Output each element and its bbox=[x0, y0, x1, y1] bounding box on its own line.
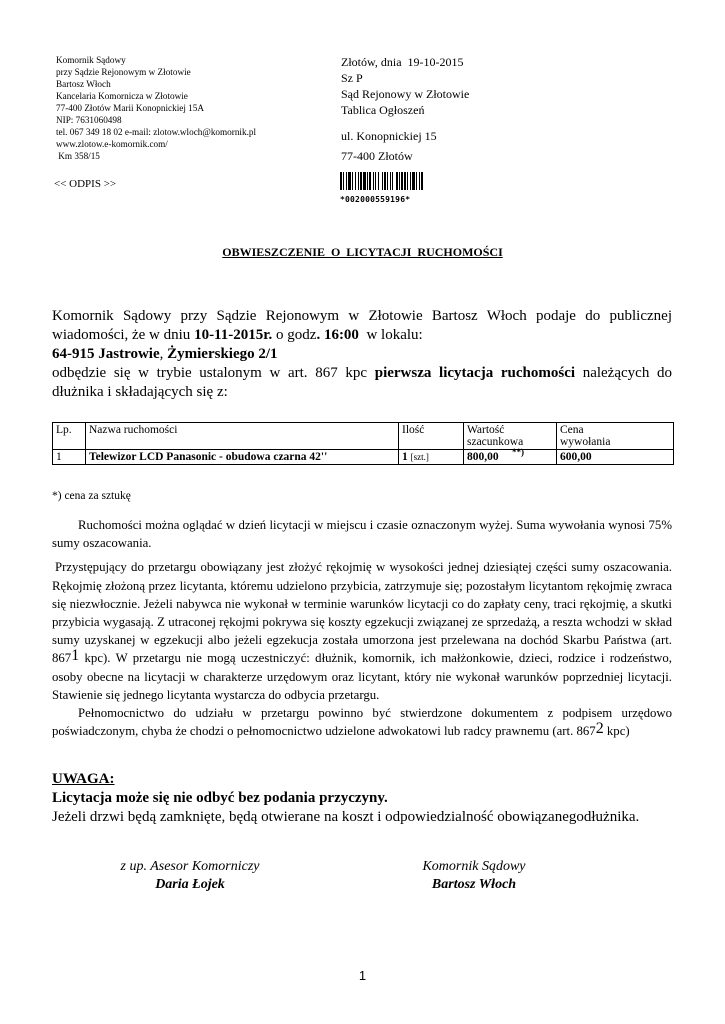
cell-price: 600,00 bbox=[557, 450, 674, 465]
barcode-bar bbox=[407, 172, 408, 190]
intro-text: Komornik Sądowy przy Sądzie Rejonowym w Złotowie Bartosz Włoch podaje do publicznej wiadomości, że w dniu bbox=[52, 308, 672, 343]
auction-city: 64-915 Jastrowie bbox=[52, 346, 160, 362]
cell-value: 800,00 **) bbox=[464, 450, 557, 465]
barcode-bar bbox=[375, 172, 376, 190]
recipient-block bbox=[341, 54, 469, 164]
barcode-bar bbox=[382, 172, 383, 190]
intro-text: , bbox=[159, 346, 168, 362]
barcode-bar bbox=[384, 172, 386, 190]
sender-line: przy Sądzie Rejonowym w Złotowie bbox=[56, 67, 191, 77]
intro-text: w lokalu: bbox=[358, 327, 423, 343]
signature-right-title: Komornik Sądowy bbox=[422, 859, 526, 874]
power-of-attorney-paragraph: Pełnomocnictwo do udziału w przetargu powinno być stwierdzone dokumentem z podpisem urzędowo poświadczonym, chyba że chodzi o pełnomocnictwo udzielone adwokatowi lub radcy prawnemu (art. $867^2$ kpc) bbox=[52, 706, 672, 739]
barcode-bar bbox=[373, 172, 374, 190]
cell-lp: 1 bbox=[53, 450, 86, 465]
body-text bbox=[52, 516, 672, 746]
notice-heading: UWAGA: bbox=[52, 771, 115, 787]
barcode-bar bbox=[360, 172, 362, 190]
sender-line: tel. 067 349 18 02 e-mail: zlotow.wloch@komornik.pl bbox=[56, 127, 257, 137]
recipient-street: ul. Konopnickiej 15 bbox=[341, 129, 437, 143]
sender-line: Komornik Sądowy bbox=[56, 55, 126, 65]
barcode-bar bbox=[378, 172, 379, 190]
barcode-bar bbox=[416, 172, 417, 190]
auction-date: 10-11-2015r. bbox=[194, 327, 273, 343]
intro-text: odbędzie się w trybie ustalonym w art. 867 kpc bbox=[52, 365, 375, 381]
footnote: *) cena za sztukę bbox=[52, 490, 131, 502]
header-name: Nazwa ruchomości bbox=[86, 423, 399, 450]
table-row bbox=[53, 450, 674, 465]
sender-line: 77-400 Złotów Marii Konopnickiej 15A bbox=[56, 103, 205, 113]
recipient-line: Sz P bbox=[341, 71, 363, 85]
first-auction: pierwsza licytacja ruchomości bbox=[374, 365, 576, 381]
header-qty: Ilość bbox=[399, 423, 464, 450]
notice-line: Jeżeli drzwi będą zamknięte, będą otwierane na koszt i odpowiedzialność obowiązanegodłużnika. bbox=[52, 809, 640, 825]
recipient-line: Sąd Rejonowy w Złotowie bbox=[341, 87, 470, 101]
cell-qty: 1 [szt.] bbox=[399, 450, 464, 465]
barcode-bar bbox=[390, 172, 391, 190]
signature-left bbox=[100, 858, 280, 894]
sender-line: Bartosz Włoch bbox=[56, 79, 111, 89]
barcode bbox=[340, 172, 446, 204]
case-number: Km 358/15 bbox=[56, 151, 100, 161]
intro-paragraph bbox=[52, 307, 672, 402]
barcode-bar bbox=[412, 172, 415, 190]
sender-line: Kancelaria Komornicza w Złotowie bbox=[56, 91, 188, 101]
recipient-city: 77-400 Złotów bbox=[341, 149, 413, 163]
copy-marker: << ODPIS >> bbox=[54, 178, 117, 190]
page-number: 1 bbox=[358, 968, 367, 983]
sender-line: www.zlotow.e-komornik.com/ bbox=[56, 139, 168, 149]
document-title: OBWIESZCZENIE O LICYTACJI RUCHOMOŚCI bbox=[222, 245, 503, 259]
barcode-bar bbox=[399, 172, 400, 190]
sender-line: NIP: 7631060498 bbox=[56, 115, 122, 125]
barcode-bar bbox=[346, 172, 347, 190]
recipient-line: Tablica Ogłoszeń bbox=[341, 103, 425, 117]
sender-address-block bbox=[56, 54, 256, 162]
table-header-row bbox=[53, 423, 674, 450]
barcode-bar bbox=[358, 172, 359, 190]
barcode-bar bbox=[355, 172, 356, 190]
items-table bbox=[52, 422, 674, 465]
barcode-bar bbox=[367, 172, 368, 190]
intro-text: należących do dłużnika i składających się z: bbox=[52, 365, 672, 400]
barcode-bar bbox=[343, 172, 344, 190]
notice-line-bold: Licytacja może się nie odbyć bez podania przyczyny. bbox=[52, 790, 388, 806]
signature-right bbox=[394, 858, 554, 894]
barcode-bar bbox=[340, 172, 342, 190]
auction-time: . 16:00 bbox=[316, 327, 359, 343]
barcode-bar bbox=[410, 172, 411, 190]
barcode-bar bbox=[401, 172, 403, 190]
signature-left-title: z up. Asesor Komorniczy bbox=[120, 859, 260, 874]
deposit-paragraph: Przystępujący do przetargu obowiązany jest złożyć rękojmię w wysokości jednej dziesiątej części sumy oszacowania. Rękojmię złożoną przez licytanta, któremu udzielono przybicia, zatrzymuje się; pozostałym licytantom rękojmię zwraca się niezwłocznie. Jeżeli nabywca nie wykonał w terminie warunków licytacji co do zapłaty ceny, traci rękojmię, a skutki przybicia wygasają. Z utraconej rękojmi pokrywa się koszty egzekucji związanej ze sprzedażą, a reszta wchodzi w skład sumy uzyskanej w egzekucji albo jeżeli egzekucja została umorzona jest przelewana na dochód Skarbu Państwa (art. $867^1$ kpc). W przetargu nie mogą uczestniczyć: dłużnik, komornik, ich małżonkowie, dzieci, rodzice i rodzeństwo, osoby obecne na licytacji w charakterze urzędowym oraz licytant, który nie wykonał warunków poprzedniej licytacji. Stawienie się jednego licytanta wystarcza do odbycia przetargu. bbox=[52, 560, 672, 702]
header-value: Wartość szacunkowa bbox=[464, 423, 557, 450]
barcode-bar bbox=[363, 172, 366, 190]
barcode-bars bbox=[340, 172, 446, 190]
notice-block bbox=[52, 770, 639, 827]
barcode-bar bbox=[348, 172, 351, 190]
barcode-bar bbox=[396, 172, 398, 190]
barcode-bar bbox=[392, 172, 393, 190]
barcode-bar bbox=[419, 172, 420, 190]
cell-name: Telewizor LCD Panasonic - obudowa czarna 42'' bbox=[86, 450, 399, 465]
header-price: Cena wywołania bbox=[557, 423, 674, 450]
signature-right-name: Bartosz Włoch bbox=[431, 877, 517, 892]
barcode-bar bbox=[387, 172, 388, 190]
header-lp: Lp. bbox=[53, 423, 86, 450]
barcode-bar bbox=[421, 172, 423, 190]
barcode-bar bbox=[404, 172, 406, 190]
barcode-bar bbox=[352, 172, 353, 190]
auction-street: Żymierskiego 2/1 bbox=[167, 346, 278, 362]
viewing-paragraph: Ruchomości można oglądać w dzień licytacji w miejscu i czasie oznaczonym wyżej. Suma wywołania wynosi 75% sumy oszacowania. bbox=[52, 518, 672, 551]
barcode-text: *002000559196* bbox=[340, 195, 411, 204]
barcode-bar bbox=[369, 172, 371, 190]
intro-text: o godz bbox=[272, 327, 317, 343]
signature-left-name: Daria Łojek bbox=[155, 877, 225, 892]
document-date: Złotów, dnia 19-10-2015 bbox=[341, 55, 464, 69]
